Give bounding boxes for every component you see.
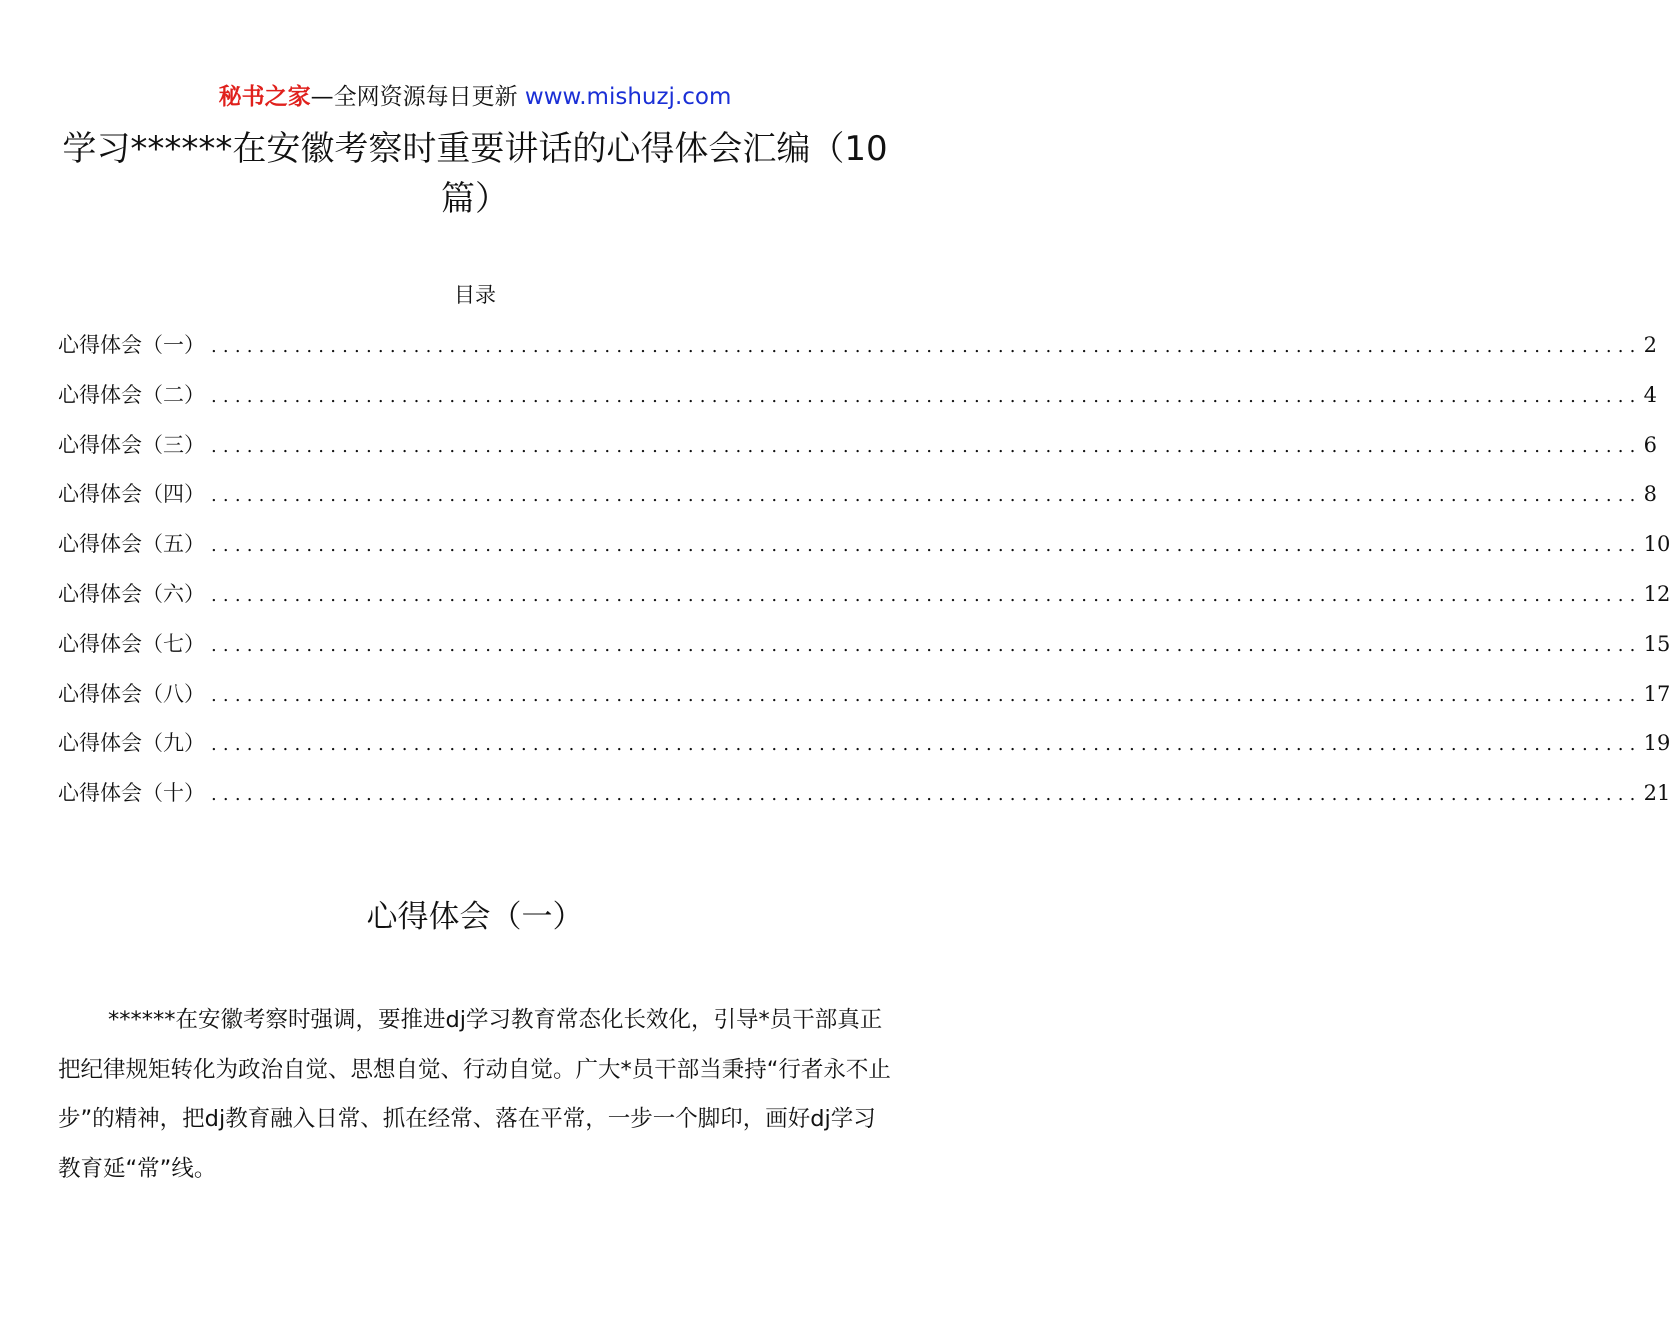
- toc-leader-dots: ........................................................................................................................: [211, 535, 1642, 557]
- toc-heading: 目录: [454, 283, 496, 307]
- toc-entry-label: 心得体会（一）: [58, 333, 205, 357]
- toc-entry-label: 心得体会（二）: [58, 382, 205, 407]
- toc-entry-page: 21: [1643, 781, 1670, 806]
- toc-entry-label: 心得体会（六）: [58, 581, 205, 606]
- toc-entry-1[interactable]: [58, 330, 1657, 380]
- toc-entry-page: 6: [1643, 432, 1657, 457]
- toc-entry-3[interactable]: [58, 430, 1657, 480]
- toc-leader-dots: ........................................................................................................................: [211, 584, 1642, 606]
- site-url-link[interactable]: www.mishuzj.com: [524, 84, 732, 110]
- toc-entry-page: 4: [1643, 382, 1657, 407]
- document-title: 学习******在安徽考察时重要讲话的心得体会汇编（10篇）: [62, 129, 888, 219]
- toc-entry-10[interactable]: [58, 778, 1670, 828]
- body-paragraph: ******在安徽考察时强调，要推进dj学习教育常态化长效化，引导*员干部真正把纪律规矩转化为政治自觉、思想自觉、行动自觉。广大*员干部当秉持“行者永不止步”的精神，把dj教育融入日常、抓在经常、落在平常，一步一个脚印，画好dj学习教育延“常”线。: [58, 1007, 891, 1182]
- toc-entry-page: 19: [1643, 731, 1670, 756]
- toc-leader-dots: ........................................................................................................................: [211, 684, 1642, 706]
- toc-entry-page: 8: [1643, 482, 1657, 507]
- toc-leader-dots: ........................................................................................................................: [211, 336, 1642, 357]
- site-tagline: —全网资源每日更新: [310, 84, 525, 110]
- toc-leader-dots: ........................................................................................................................: [211, 385, 1642, 407]
- toc-entry-page: 15: [1643, 631, 1670, 656]
- toc-leader-dots: ........................................................................................................................: [211, 435, 1642, 457]
- toc-leader-dots: ........................................................................................................................: [211, 784, 1642, 806]
- toc-entry-9[interactable]: [58, 728, 1670, 778]
- toc-leader-dots: ........................................................................................................................: [211, 734, 1642, 756]
- toc-entry-label: 心得体会（四）: [58, 482, 205, 507]
- toc-entry-6[interactable]: [58, 579, 1670, 629]
- site-brand: 秘书之家: [218, 84, 311, 110]
- toc-entry-5[interactable]: [58, 529, 1670, 579]
- toc-entry-label: 心得体会（五）: [58, 532, 205, 557]
- toc-entry-page: 2: [1643, 333, 1657, 357]
- toc-entry-7[interactable]: [58, 629, 1670, 679]
- toc-entry-label: 心得体会（三）: [58, 432, 205, 457]
- section-title: 心得体会（一）: [366, 899, 584, 935]
- toc-entry-8[interactable]: [58, 679, 1670, 729]
- toc-entry-4[interactable]: [58, 479, 1657, 529]
- toc-entry-page: 17: [1643, 681, 1670, 706]
- toc-leader-dots: ........................................................................................................................: [211, 634, 1642, 656]
- toc-entry-label: 心得体会（十）: [58, 781, 205, 806]
- toc-entry-page: 12: [1643, 581, 1670, 606]
- toc-entry-page: 10: [1643, 532, 1670, 557]
- toc-entry-2[interactable]: [58, 380, 1657, 430]
- table-of-contents: [58, 330, 1670, 828]
- toc-entry-label: 心得体会（八）: [58, 681, 205, 706]
- toc-entry-label: 心得体会（九）: [58, 731, 205, 756]
- site-header: [0, 82, 950, 112]
- toc-leader-dots: ........................................................................................................................: [211, 485, 1642, 507]
- toc-entry-label: 心得体会（七）: [58, 631, 205, 656]
